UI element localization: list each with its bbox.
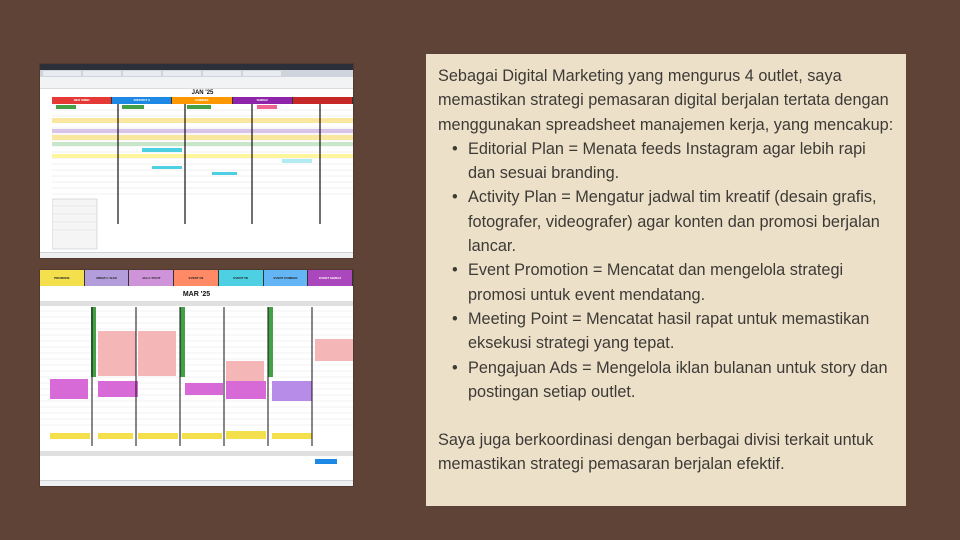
intro-paragraph: Sebagai Digital Marketing yang mengurus 4 outlet, saya memastikan strategi pemasaran digital berjalan tertata dengan menggunakan spreadsheet manajemen kerja, yang mencakup: <box>438 67 894 134</box>
bullet-pengajuan-ads: • Pengajuan Ads = Mengelola iklan bulanan untuk story dan postingan setiap outlet. <box>438 356 894 405</box>
browser-tabs <box>40 70 353 77</box>
bullet-list <box>438 137 894 404</box>
bullet-event-promotion: • Event Promotion = Mencatat dan mengelola strategi promosi untuk event mendatang. <box>438 258 894 307</box>
category-header: MINATU / BAR <box>85 270 130 286</box>
bullet-activity-plan: • Activity Plan = Mengatur jadwal tim kreatif (desain grafis, fotografer, videografer) agar konten dan promosi berjalan lancar. <box>438 185 894 258</box>
category-header: EVENT SHIRAZ <box>308 270 353 286</box>
sheet-tab-strip <box>40 252 353 258</box>
outlet-header <box>293 97 353 104</box>
category-header-row <box>40 270 353 286</box>
category-header: PROMONE <box>40 270 85 286</box>
outlet-header-row <box>52 97 353 104</box>
bullet-editorial-plan: • Editorial Plan = Menata feeds Instagram agar lebih rapi dan sesuai branding. <box>438 137 894 186</box>
description-card <box>426 54 906 506</box>
sheet-grid-cells <box>52 104 353 251</box>
sheet-title: MAR '25 <box>182 291 211 298</box>
sheet-title: JAN '25 <box>191 90 214 96</box>
category-header: JALU / POUT <box>129 270 174 286</box>
category-header: EVENT D9 <box>174 270 219 286</box>
sheet-grid-cells <box>40 301 353 479</box>
sheet-grid <box>52 104 353 251</box>
outlet-header: DOMBEE <box>172 97 232 104</box>
spreadsheet-screenshot-january <box>40 64 353 258</box>
outlet-header: DISTRICT 9 <box>112 97 172 104</box>
sheet-toolbar <box>40 77 353 89</box>
closing-paragraph: Saya juga berkoordinasi dengan berbagai divisi terkait untuk memastikan strategi pemasaran berjalan efektif. <box>438 431 874 474</box>
sheet-tab-strip <box>40 480 353 486</box>
category-header: EVENT DOMBEE <box>264 270 309 286</box>
category-header: EVENT 5D <box>219 270 264 286</box>
outlet-header: NEO SIMBI <box>52 97 112 104</box>
spreadsheet-screenshot-march <box>40 270 353 486</box>
sheet-grid <box>40 301 353 479</box>
bullet-meeting-point: • Meeting Point = Mencatat hasil rapat untuk memastikan eksekusi strategi yang tepat. <box>438 307 894 356</box>
outlet-header: SHIRAZ <box>233 97 293 104</box>
